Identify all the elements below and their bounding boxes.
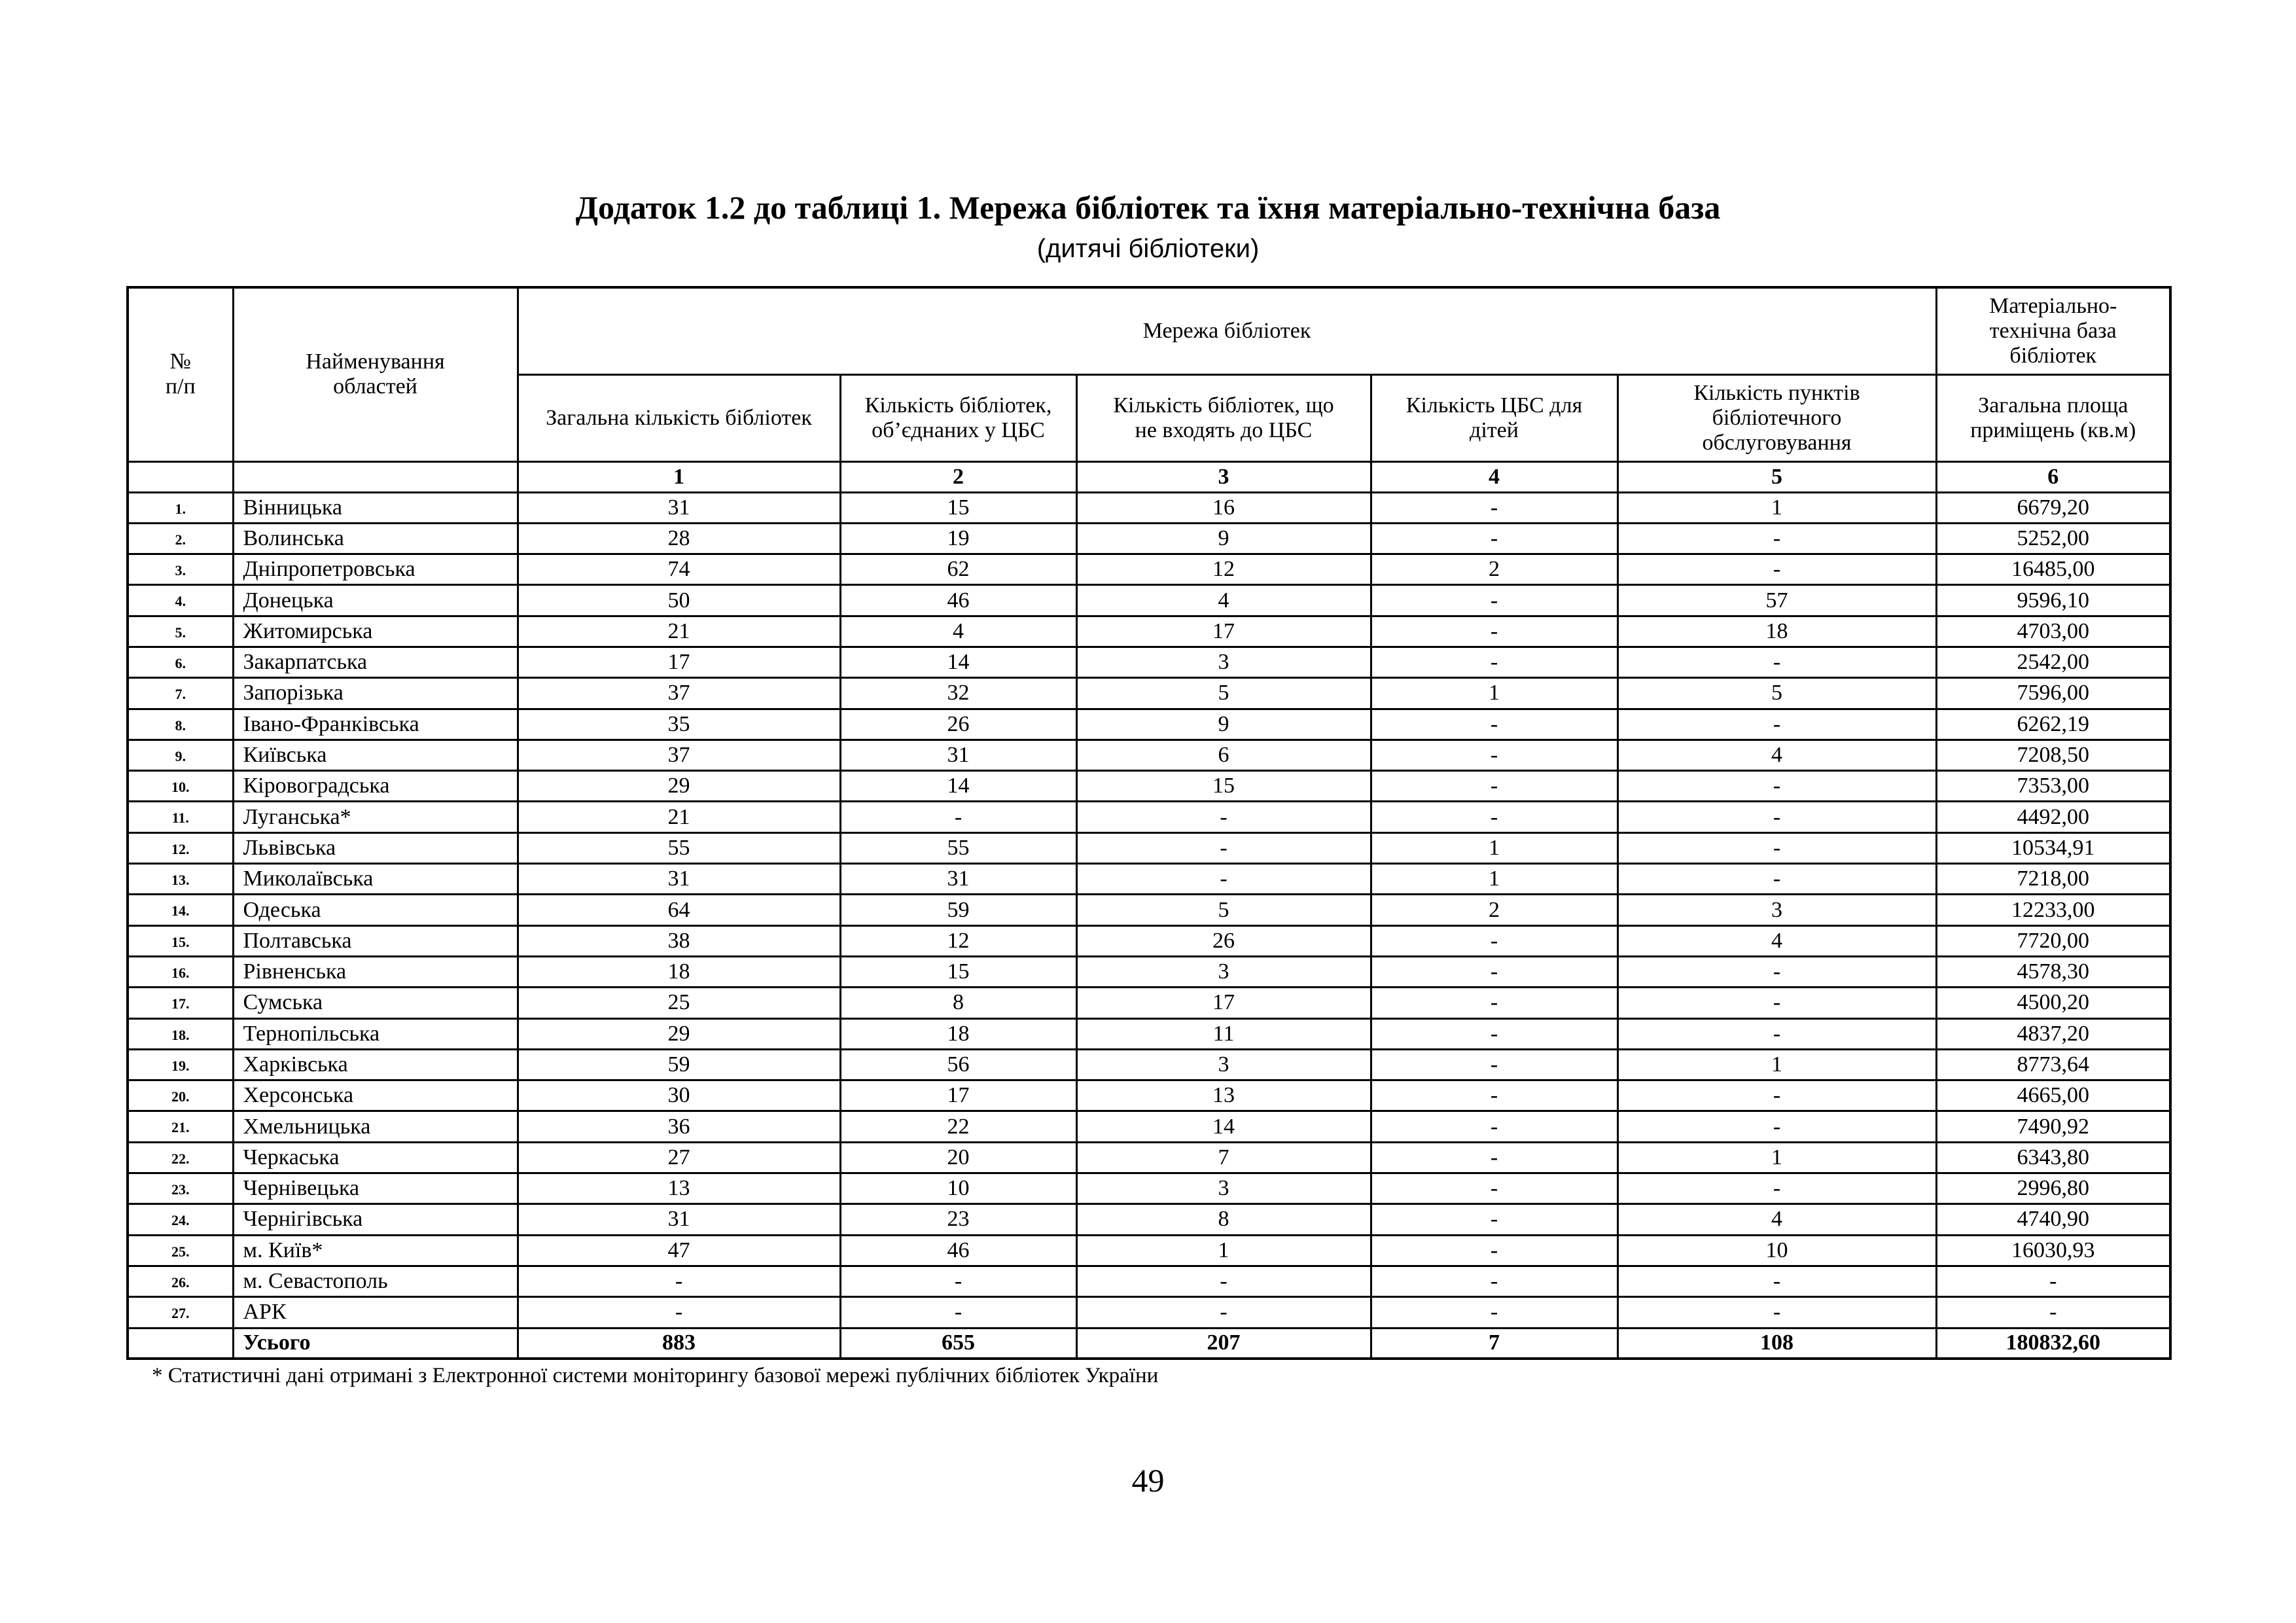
children-cbs-count: - <box>1371 802 1617 832</box>
table-row <box>128 895 2170 925</box>
total-libraries: 21 <box>518 616 840 647</box>
region-name: Миколаївська <box>233 864 518 895</box>
children-cbs-count: 2 <box>1371 895 1617 925</box>
table-row <box>128 709 2170 740</box>
children-cbs-count: - <box>1371 1173 1617 1204</box>
region-name: АРК <box>233 1297 518 1328</box>
libraries-in-cbs: 46 <box>840 585 1076 616</box>
total-libraries: 36 <box>518 1111 840 1142</box>
libraries-outside-cbs: 7 <box>1076 1142 1371 1173</box>
total-area: 4703,00 <box>1936 616 2170 647</box>
children-cbs-count: - <box>1371 1018 1617 1049</box>
row-number: 11. <box>128 802 233 832</box>
header-col2: Кількість бібліотек, об’єднаних у ЦБС <box>840 374 1076 461</box>
row-number: 16. <box>128 956 233 987</box>
libraries-in-cbs: 4 <box>840 616 1076 647</box>
row-number: 20. <box>128 1080 233 1111</box>
libraries-outside-cbs: 26 <box>1076 925 1371 956</box>
header-index: 2 <box>840 461 1076 492</box>
total-libraries: 59 <box>518 1049 840 1080</box>
total-area: 4492,00 <box>1936 802 2170 832</box>
libraries-in-cbs: 22 <box>840 1111 1076 1142</box>
children-cbs-count: - <box>1371 1049 1617 1080</box>
total-area: 4837,20 <box>1936 1018 2170 1049</box>
children-cbs-count: - <box>1371 523 1617 554</box>
total-row-number <box>128 1328 233 1359</box>
region-name: Черкаська <box>233 1142 518 1173</box>
total-total-area: 180832,60 <box>1936 1328 2170 1359</box>
total-children-cbs-count: 7 <box>1371 1328 1617 1359</box>
row-number: 26. <box>128 1266 233 1296</box>
header-index: 5 <box>1617 461 1936 492</box>
total-libraries: 30 <box>518 1080 840 1111</box>
libraries-outside-cbs: 1 <box>1076 1235 1371 1266</box>
libraries-in-cbs: 56 <box>840 1049 1076 1080</box>
region-name: Волинська <box>233 523 518 554</box>
children-cbs-count: - <box>1371 988 1617 1018</box>
total-area: 4740,90 <box>1936 1204 2170 1235</box>
libraries-outside-cbs: 17 <box>1076 616 1371 647</box>
service-points: 3 <box>1617 895 1936 925</box>
table-row <box>128 771 2170 802</box>
service-points: 1 <box>1617 1142 1936 1173</box>
libraries-in-cbs: 17 <box>840 1080 1076 1111</box>
total-area: 16485,00 <box>1936 554 2170 585</box>
row-number: 17. <box>128 988 233 1018</box>
total-libraries: 55 <box>518 832 840 863</box>
libraries-outside-cbs: 14 <box>1076 1111 1371 1142</box>
total-area: 6262,19 <box>1936 709 2170 740</box>
total-libraries: 74 <box>518 554 840 585</box>
region-name: Чернівецька <box>233 1173 518 1204</box>
libraries-outside-cbs: 13 <box>1076 1080 1371 1111</box>
region-name: Запорізька <box>233 678 518 709</box>
header-index-spacer <box>233 461 518 492</box>
total-libraries-outside-cbs: 207 <box>1076 1328 1371 1359</box>
children-cbs-count: 1 <box>1371 864 1617 895</box>
service-points: 10 <box>1617 1235 1936 1266</box>
total-libraries: 21 <box>518 802 840 832</box>
libraries-in-cbs: 14 <box>840 771 1076 802</box>
total-libraries: 28 <box>518 523 840 554</box>
total-libraries: 64 <box>518 895 840 925</box>
total-libraries: 31 <box>518 864 840 895</box>
children-cbs-count: - <box>1371 1266 1617 1296</box>
row-number: 19. <box>128 1049 233 1080</box>
footnote: * Статистичні дані отримані з Електронної системи моніторингу базової мережі публічних бібліотек України <box>152 1364 1159 1387</box>
children-cbs-count: 1 <box>1371 678 1617 709</box>
row-number: 8. <box>128 709 233 740</box>
total-libraries: 31 <box>518 1204 840 1235</box>
total-libraries: 37 <box>518 740 840 770</box>
total-libraries: 27 <box>518 1142 840 1173</box>
region-name: Одеська <box>233 895 518 925</box>
region-name: Херсонська <box>233 1080 518 1111</box>
libraries-in-cbs: - <box>840 802 1076 832</box>
total-area: 7490,92 <box>1936 1111 2170 1142</box>
region-name: Полтавська <box>233 925 518 956</box>
libraries-outside-cbs: 3 <box>1076 647 1371 677</box>
table-row <box>128 647 2170 677</box>
table-row <box>128 616 2170 647</box>
libraries-in-cbs: 59 <box>840 895 1076 925</box>
region-name: Дніпропетровська <box>233 554 518 585</box>
table-row <box>128 678 2170 709</box>
table-row <box>128 1235 2170 1266</box>
libraries-outside-cbs: 17 <box>1076 988 1371 1018</box>
row-number: 1. <box>128 492 233 523</box>
service-points: 57 <box>1617 585 1936 616</box>
table-row <box>128 740 2170 770</box>
libraries-in-cbs: 46 <box>840 1235 1076 1266</box>
service-points: - <box>1617 1173 1936 1204</box>
libraries-in-cbs: 8 <box>840 988 1076 1018</box>
page-number: 49 <box>1131 1462 1165 1499</box>
total-area: 7720,00 <box>1936 925 2170 956</box>
children-cbs-count: 2 <box>1371 554 1617 585</box>
total-libraries: 29 <box>518 771 840 802</box>
libraries-outside-cbs: 5 <box>1076 895 1371 925</box>
service-points: - <box>1617 771 1936 802</box>
libraries-outside-cbs: 4 <box>1076 585 1371 616</box>
libraries-in-cbs: 31 <box>840 864 1076 895</box>
region-name: Вінницька <box>233 492 518 523</box>
row-number: 4. <box>128 585 233 616</box>
service-points: 1 <box>1617 1049 1936 1080</box>
total-libraries: 31 <box>518 492 840 523</box>
service-points: - <box>1617 523 1936 554</box>
libraries-outside-cbs: 3 <box>1076 1049 1371 1080</box>
table-row <box>128 1111 2170 1142</box>
total-area: 7353,00 <box>1936 771 2170 802</box>
service-points: - <box>1617 1018 1936 1049</box>
header-num: № п/п <box>128 287 233 461</box>
row-number: 2. <box>128 523 233 554</box>
total-libraries: 18 <box>518 956 840 987</box>
total-area: 8773,64 <box>1936 1049 2170 1080</box>
libraries-outside-cbs: 15 <box>1076 771 1371 802</box>
region-name: Львівська <box>233 832 518 863</box>
row-number: 24. <box>128 1204 233 1235</box>
page-subtitle: (дитячі бібліотеки) <box>1036 234 1260 263</box>
header-network-group: Мережа бібліотек <box>518 287 1936 374</box>
total-libraries-in-cbs: 655 <box>840 1328 1076 1359</box>
total-area: 4500,20 <box>1936 988 2170 1018</box>
libraries-outside-cbs: 6 <box>1076 740 1371 770</box>
row-number: 18. <box>128 1018 233 1049</box>
region-name: Тернопільська <box>233 1018 518 1049</box>
total-total-libraries: 883 <box>518 1328 840 1359</box>
service-points: - <box>1617 709 1936 740</box>
region-name: Рівненська <box>233 956 518 987</box>
children-cbs-count: - <box>1371 740 1617 770</box>
service-points: 5 <box>1617 678 1936 709</box>
table-row <box>128 1266 2170 1296</box>
header-index: 3 <box>1076 461 1371 492</box>
libraries-outside-cbs: 11 <box>1076 1018 1371 1049</box>
children-cbs-count: 1 <box>1371 832 1617 863</box>
table-row <box>128 1173 2170 1204</box>
total-area: - <box>1936 1266 2170 1296</box>
service-points: - <box>1617 1266 1936 1296</box>
children-cbs-count: - <box>1371 1297 1617 1328</box>
children-cbs-count: - <box>1371 492 1617 523</box>
libraries-outside-cbs: - <box>1076 1297 1371 1328</box>
row-number: 5. <box>128 616 233 647</box>
libraries-outside-cbs: 3 <box>1076 956 1371 987</box>
header-name: Найменування областей <box>233 287 518 461</box>
table-row <box>128 832 2170 863</box>
header-col6: Загальна площа приміщень (кв.м) <box>1936 374 2170 461</box>
service-points: 1 <box>1617 492 1936 523</box>
table-row <box>128 1204 2170 1235</box>
region-name: Закарпатська <box>233 647 518 677</box>
libraries-outside-cbs: 9 <box>1076 709 1371 740</box>
total-libraries: 35 <box>518 709 840 740</box>
row-number: 6. <box>128 647 233 677</box>
service-points: - <box>1617 1297 1936 1328</box>
libraries-in-cbs: 20 <box>840 1142 1076 1173</box>
header-col1: Загальна кількість бібліотек <box>518 374 840 461</box>
total-area: 2542,00 <box>1936 647 2170 677</box>
total-libraries: 38 <box>518 925 840 956</box>
row-number: 13. <box>128 864 233 895</box>
children-cbs-count: - <box>1371 956 1617 987</box>
table-row <box>128 1049 2170 1080</box>
table-row <box>128 988 2170 1018</box>
libraries-in-cbs: - <box>840 1297 1076 1328</box>
total-area: 2996,80 <box>1936 1173 2170 1204</box>
service-points: - <box>1617 1111 1936 1142</box>
table-row <box>128 1080 2170 1111</box>
libraries-in-cbs: 15 <box>840 492 1076 523</box>
table-row <box>128 492 2170 523</box>
libraries-in-cbs: 62 <box>840 554 1076 585</box>
libraries-in-cbs: 26 <box>840 709 1076 740</box>
region-name: Кіровоградська <box>233 771 518 802</box>
total-row <box>128 1328 2170 1359</box>
table-row <box>128 1018 2170 1049</box>
total-libraries: 17 <box>518 647 840 677</box>
region-name: Донецька <box>233 585 518 616</box>
service-points: - <box>1617 802 1936 832</box>
region-name: Івано-Франківська <box>233 709 518 740</box>
total-area: 7208,50 <box>1936 740 2170 770</box>
children-cbs-count: - <box>1371 771 1617 802</box>
row-number: 25. <box>128 1235 233 1266</box>
service-points: - <box>1617 554 1936 585</box>
header-index: 4 <box>1371 461 1617 492</box>
total-area: 4578,30 <box>1936 956 2170 987</box>
region-name: м. Київ* <box>233 1235 518 1266</box>
service-points: - <box>1617 864 1936 895</box>
total-area: 6679,20 <box>1936 492 2170 523</box>
libraries-in-cbs: 31 <box>840 740 1076 770</box>
libraries-in-cbs: 14 <box>840 647 1076 677</box>
libraries-in-cbs: 18 <box>840 1018 1076 1049</box>
service-points: 18 <box>1617 616 1936 647</box>
service-points: - <box>1617 956 1936 987</box>
libraries-in-cbs: 12 <box>840 925 1076 956</box>
libraries-in-cbs: 10 <box>840 1173 1076 1204</box>
table-row <box>128 956 2170 987</box>
children-cbs-count: - <box>1371 709 1617 740</box>
total-libraries: 13 <box>518 1173 840 1204</box>
children-cbs-count: - <box>1371 1111 1617 1142</box>
libraries-outside-cbs: - <box>1076 802 1371 832</box>
row-number: 9. <box>128 740 233 770</box>
row-number: 23. <box>128 1173 233 1204</box>
region-name: Чернігівська <box>233 1204 518 1235</box>
children-cbs-count: - <box>1371 1235 1617 1266</box>
header-index-spacer <box>128 461 233 492</box>
row-number: 22. <box>128 1142 233 1173</box>
total-area: 7596,00 <box>1936 678 2170 709</box>
libraries-outside-cbs: 5 <box>1076 678 1371 709</box>
row-number: 14. <box>128 895 233 925</box>
service-points: 4 <box>1617 1204 1936 1235</box>
total-libraries: 50 <box>518 585 840 616</box>
table-row <box>128 523 2170 554</box>
region-name: м. Севастополь <box>233 1266 518 1296</box>
total-area: - <box>1936 1297 2170 1328</box>
libraries-in-cbs: - <box>840 1266 1076 1296</box>
libraries-in-cbs: 23 <box>840 1204 1076 1235</box>
libraries-outside-cbs: - <box>1076 864 1371 895</box>
libraries-outside-cbs: 12 <box>1076 554 1371 585</box>
libraries-table <box>126 286 2172 1360</box>
region-name: Харківська <box>233 1049 518 1080</box>
libraries-outside-cbs: 9 <box>1076 523 1371 554</box>
total-area: 6343,80 <box>1936 1142 2170 1173</box>
total-libraries: 47 <box>518 1235 840 1266</box>
row-number: 21. <box>128 1111 233 1142</box>
children-cbs-count: - <box>1371 616 1617 647</box>
children-cbs-count: - <box>1371 585 1617 616</box>
total-area: 9596,10 <box>1936 585 2170 616</box>
service-points: - <box>1617 988 1936 1018</box>
total-libraries: 29 <box>518 1018 840 1049</box>
total-libraries: - <box>518 1266 840 1296</box>
libraries-in-cbs: 15 <box>840 956 1076 987</box>
children-cbs-count: - <box>1371 647 1617 677</box>
libraries-outside-cbs: 3 <box>1076 1173 1371 1204</box>
libraries-outside-cbs: - <box>1076 1266 1371 1296</box>
table-row <box>128 585 2170 616</box>
region-name: Хмельницька <box>233 1111 518 1142</box>
header-col4: Кількість ЦБС для дітей <box>1371 374 1617 461</box>
children-cbs-count: - <box>1371 1204 1617 1235</box>
total-area: 4665,00 <box>1936 1080 2170 1111</box>
total-area: 16030,93 <box>1936 1235 2170 1266</box>
table-row <box>128 554 2170 585</box>
header-material-group: Матеріально- технічна база бібліотек <box>1936 287 2170 374</box>
libraries-outside-cbs: - <box>1076 832 1371 863</box>
total-region-name: Усього <box>233 1328 518 1359</box>
total-libraries: 37 <box>518 678 840 709</box>
row-number: 12. <box>128 832 233 863</box>
libraries-in-cbs: 55 <box>840 832 1076 863</box>
service-points: - <box>1617 1080 1936 1111</box>
libraries-in-cbs: 32 <box>840 678 1076 709</box>
service-points: - <box>1617 647 1936 677</box>
region-name: Київська <box>233 740 518 770</box>
region-name: Житомирська <box>233 616 518 647</box>
row-number: 7. <box>128 678 233 709</box>
libraries-in-cbs: 19 <box>840 523 1076 554</box>
header-col3: Кількість бібліотек, що не входять до ЦБС <box>1076 374 1371 461</box>
total-area: 12233,00 <box>1936 895 2170 925</box>
total-area: 5252,00 <box>1936 523 2170 554</box>
table-row <box>128 925 2170 956</box>
header-col5: Кількість пунктів бібліотечного обслуговування <box>1617 374 1936 461</box>
total-area: 10534,91 <box>1936 832 2170 863</box>
children-cbs-count: - <box>1371 1142 1617 1173</box>
header-index: 1 <box>518 461 840 492</box>
row-number: 27. <box>128 1297 233 1328</box>
total-service-points: 108 <box>1617 1328 1936 1359</box>
table-row <box>128 1142 2170 1173</box>
header-index: 6 <box>1936 461 2170 492</box>
total-area: 7218,00 <box>1936 864 2170 895</box>
total-libraries: 25 <box>518 988 840 1018</box>
row-number: 15. <box>128 925 233 956</box>
page-title: Додаток 1.2 до таблиці 1. Мережа бібліотек та їхня матеріально-технічна база <box>575 189 1721 226</box>
libraries-outside-cbs: 16 <box>1076 492 1371 523</box>
region-name: Сумська <box>233 988 518 1018</box>
libraries-outside-cbs: 8 <box>1076 1204 1371 1235</box>
table-row <box>128 802 2170 832</box>
service-points: 4 <box>1617 925 1936 956</box>
table-row <box>128 1297 2170 1328</box>
row-number: 3. <box>128 554 233 585</box>
service-points: 4 <box>1617 740 1936 770</box>
children-cbs-count: - <box>1371 1080 1617 1111</box>
row-number: 10. <box>128 771 233 802</box>
service-points: - <box>1617 832 1936 863</box>
children-cbs-count: - <box>1371 925 1617 956</box>
total-libraries: - <box>518 1297 840 1328</box>
region-name: Луганська* <box>233 802 518 832</box>
table-row <box>128 864 2170 895</box>
